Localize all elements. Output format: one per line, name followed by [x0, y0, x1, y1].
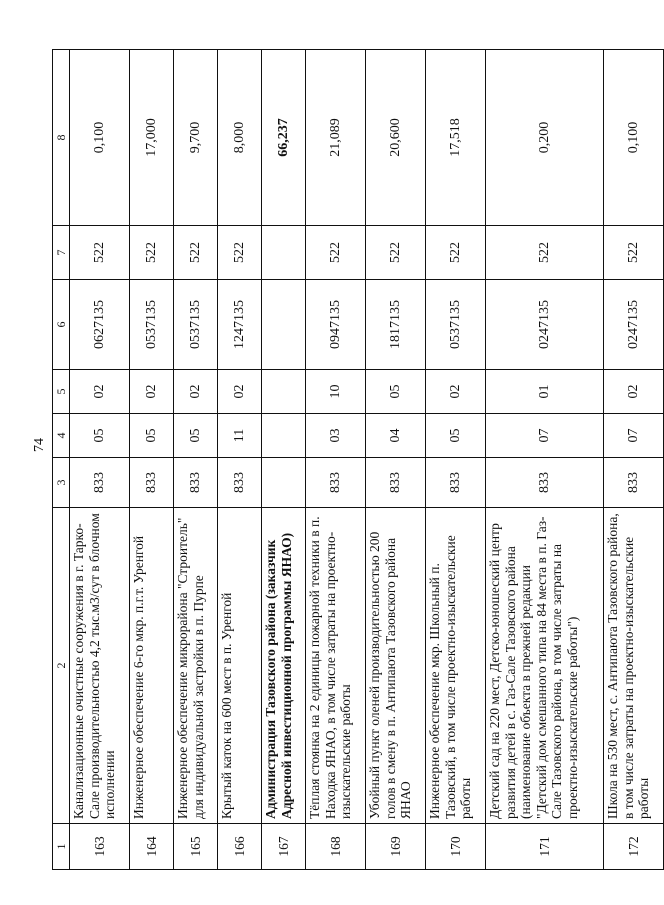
cell-col8: 0,200 [486, 50, 604, 226]
cell-col8: 0,100 [604, 50, 664, 226]
row-number: 168 [306, 824, 366, 870]
row-number: 170 [426, 824, 486, 870]
cell-col8: 17,518 [426, 50, 486, 226]
cell-col5: 02 [130, 370, 174, 414]
cell-col4: 05 [426, 414, 486, 458]
cell-col3: 833 [174, 458, 218, 508]
cell-col6: 0947135 [306, 280, 366, 370]
cell-col5: 02 [174, 370, 218, 414]
row-number: 163 [70, 824, 130, 870]
cell-col6: 0537135 [426, 280, 486, 370]
cell-col5: 02 [70, 370, 130, 414]
cell-col4: 05 [70, 414, 130, 458]
cell-col7: 522 [486, 226, 604, 280]
cell-col4 [262, 414, 306, 458]
cell-col5 [262, 370, 306, 414]
cell-col7: 522 [130, 226, 174, 280]
cell-col4: 07 [604, 414, 664, 458]
cell-col7: 522 [604, 226, 664, 280]
row-number: 167 [262, 824, 306, 870]
cell-col8: 21,089 [306, 50, 366, 226]
object-name: Канализационные очистные сооружения в г. Тарко-Сале производительностью 4,2 тыс.м3/сут в блочном исполнении [70, 508, 130, 824]
object-name: Инженерное обеспечение мкр. Школьный п. Тазовский, в том числе проектно-изыскательские работы [426, 508, 486, 824]
col-header-6: 6 [53, 280, 70, 370]
cell-col3: 833 [426, 458, 486, 508]
cell-col7: 522 [366, 226, 426, 280]
col-header-7: 7 [53, 226, 70, 280]
cell-col6: 0537135 [130, 280, 174, 370]
cell-col4: 04 [366, 414, 426, 458]
row-number: 171 [486, 824, 604, 870]
section-total: 66,237 [262, 50, 306, 226]
cell-col3: 833 [306, 458, 366, 508]
header-row [53, 50, 70, 870]
row-number: 165 [174, 824, 218, 870]
col-header-2: 2 [53, 508, 70, 824]
cell-col5: 02 [604, 370, 664, 414]
page-number: 74 [32, 438, 47, 452]
cell-col6: 1817135 [366, 280, 426, 370]
cell-col7: 522 [306, 226, 366, 280]
row-number: 164 [130, 824, 174, 870]
table-row-section [262, 50, 306, 870]
cell-col7: 522 [218, 226, 262, 280]
cell-col3 [262, 458, 306, 508]
section-name: Администрация Тазовского района (заказчик Адресной инвестиционной программы ЯНАО) [262, 508, 306, 824]
col-header-1: 1 [53, 824, 70, 870]
cell-col7: 522 [426, 226, 486, 280]
cell-col8: 8,000 [218, 50, 262, 226]
table-row [604, 50, 664, 870]
cell-col3: 833 [70, 458, 130, 508]
table-row [174, 50, 218, 870]
table-row [306, 50, 366, 870]
cell-col8: 9,700 [174, 50, 218, 226]
object-name: Крытый каток на 600 мест в п. Уренгой [218, 508, 262, 824]
cell-col6: 0537135 [174, 280, 218, 370]
cell-col8: 17,000 [130, 50, 174, 226]
rotated-page [52, 50, 651, 870]
table-row [218, 50, 262, 870]
cell-col6: 0247135 [486, 280, 604, 370]
cell-col7: 522 [70, 226, 130, 280]
object-name: Инженерное обеспечение микрорайона "Строитель" для индивидуальной застройки в п. Пурпе [174, 508, 218, 824]
cell-col5: 01 [486, 370, 604, 414]
table-row [130, 50, 174, 870]
cell-col3: 833 [486, 458, 604, 508]
budget-table [52, 49, 664, 870]
col-header-5: 5 [53, 370, 70, 414]
cell-col3: 833 [604, 458, 664, 508]
cell-col8: 20,600 [366, 50, 426, 226]
col-header-3: 3 [53, 458, 70, 508]
row-number: 169 [366, 824, 426, 870]
cell-col5: 02 [426, 370, 486, 414]
cell-col5: 05 [366, 370, 426, 414]
cell-col6: 0247135 [604, 280, 664, 370]
cell-col4: 03 [306, 414, 366, 458]
cell-col7: 522 [174, 226, 218, 280]
cell-col5: 02 [218, 370, 262, 414]
cell-col3: 833 [366, 458, 426, 508]
cell-col8: 0,100 [70, 50, 130, 226]
cell-col7 [262, 226, 306, 280]
object-name: Школа на 530 мест, с. Антипаюта Тазовского района, в том числе затраты на проектно-изыскательские работы [604, 508, 664, 824]
cell-col4: 05 [130, 414, 174, 458]
table-row [70, 50, 130, 870]
cell-col6 [262, 280, 306, 370]
object-name: Инженерное обеспечение 6-го мкр. п.г.т. Уренгой [130, 508, 174, 824]
object-name: Детский сад на 220 мест, Детско-юношеский центр развития детей в с. Газ-Сале Тазовского района (наименование объекта в прежней редакции "Детский дом смешанного типа на 84 места в п. Газ-Сале Тазовского района, в том числе затраты на проектно-изыскательские работы") [486, 508, 604, 824]
cell-col4: 11 [218, 414, 262, 458]
col-header-8: 8 [53, 50, 70, 226]
object-name: Убойный пункт оленей производительностью 200 голов в смену в п. Антипаюта Тазовского района ЯНАО [366, 508, 426, 824]
object-name: Тёплая стоянка на 2 единицы пожарной техники в п. Находка ЯНАО, в том числе затраты на проектно-изыскательские работы [306, 508, 366, 824]
table-row [426, 50, 486, 870]
cell-col5: 10 [306, 370, 366, 414]
cell-col4: 07 [486, 414, 604, 458]
table-row [486, 50, 604, 870]
table-row [366, 50, 426, 870]
cell-col6: 0627135 [70, 280, 130, 370]
row-number: 172 [604, 824, 664, 870]
row-number: 166 [218, 824, 262, 870]
cell-col3: 833 [218, 458, 262, 508]
col-header-4: 4 [53, 414, 70, 458]
cell-col4: 05 [174, 414, 218, 458]
cell-col6: 1247135 [218, 280, 262, 370]
cell-col3: 833 [130, 458, 174, 508]
